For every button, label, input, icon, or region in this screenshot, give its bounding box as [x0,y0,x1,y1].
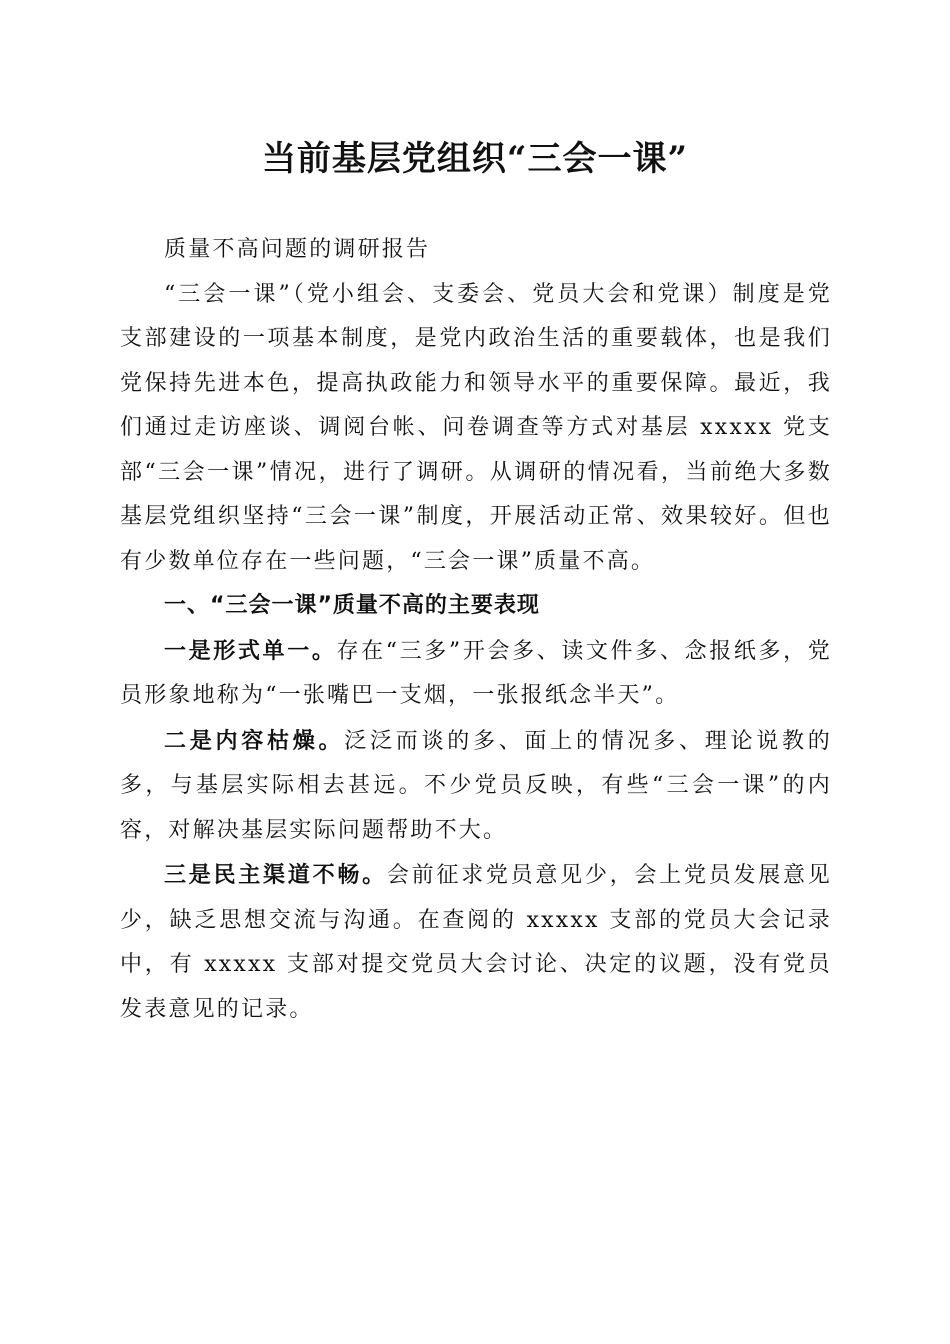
point-lead: 二是内容枯燥。 [164,727,345,754]
section-heading: 一、“三会一课”质量不高的主要表现 [164,593,540,618]
point-paragraph-3 [120,853,832,1032]
point-text: 泛泛而谈的多、面上的情况多、理论说教的多，与基层实际相去甚远。不少党员反映，有些“三会一课”的内容，对解决基层实际问题帮助不大。 [120,728,832,843]
subtitle-paragraph: 质量不高问题的调研报告 [164,237,431,262]
point-lead: 一是形式单一。 [164,637,337,664]
point-paragraph-1 [120,629,832,719]
page-title: 当前基层党组织“三会一课” [261,139,689,179]
point-paragraph-2 [120,719,832,854]
point-lead: 三是民主渠道不畅。 [164,862,387,888]
document-body [120,228,832,1032]
point-text: 会前征求党员意见少，会上党员发展意见少，缺乏思想交流与沟通。在查阅的 xxxxx 支部的党员大会记录中，有 xxxxx 支部对提交党员大会讨论、决定的议题，没有党员发表意见的记录。 [120,863,832,1022]
intro-paragraph: “三会一课”（党小组会、支委会、党员大会和党课）制度是党支部建设的一项基本制度，是党内政治生活的重要载体，也是我们党保持先进本色，提高执政能力和领导水平的重要保障。最近，我们通过走访座谈、调阅台帐、问卷调查等方式对基层 xxxxx 党支部“三会一课”情况，进行了调研。从调研的情况看，当前绝大多数基层党组织坚持“三会一课”制度，开展活动正常、效果较好。但也有少数单位存在一些问题，“三会一课”质量不高。 [120,281,832,574]
point-text: 存在“三多”开会多、读文件多、念报纸多，党员形象地称为“一张嘴巴一支烟，一张报纸念半天”。 [120,638,832,708]
